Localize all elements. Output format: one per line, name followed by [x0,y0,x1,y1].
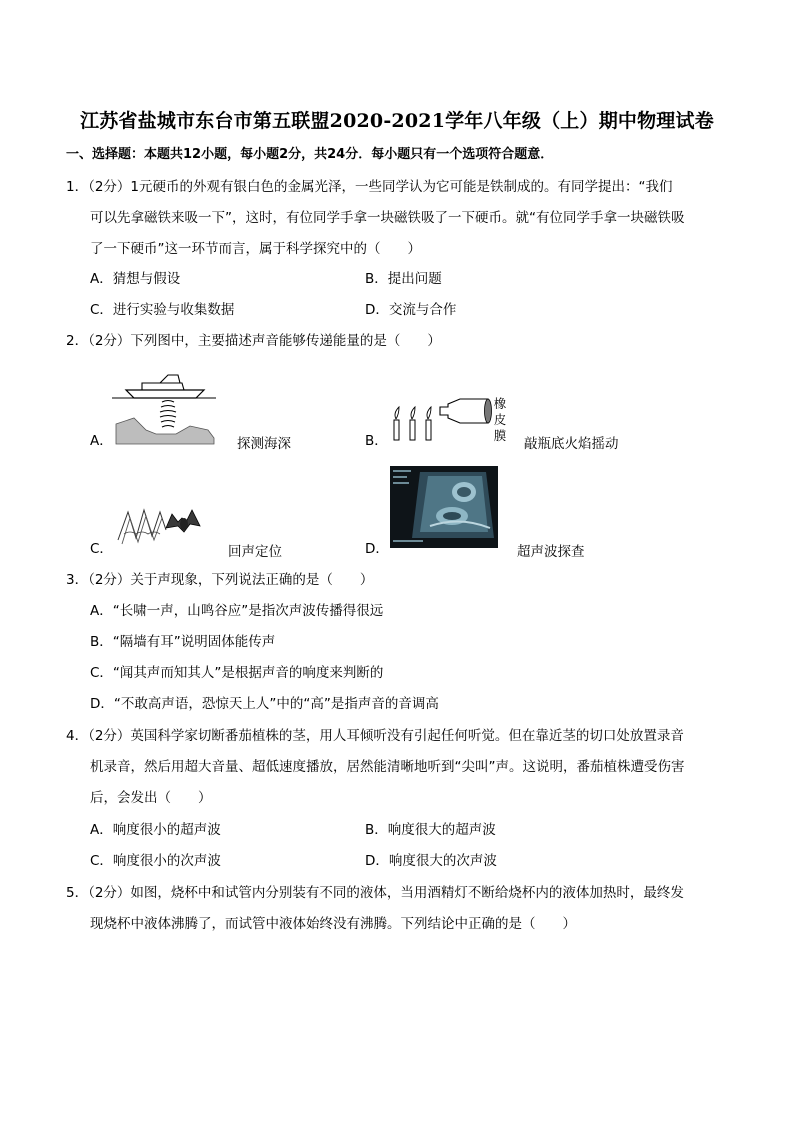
q2-option-b-caption: 敲瓶底火焰摇动 [524,436,619,452]
q2-option-c-caption: 回声定位 [228,544,282,560]
q1-option-c: C．进行实验与收集数据 [90,302,235,318]
rubber-membrane-char-3: 膜 [493,428,507,443]
section-heading: 一、选择题：本题共12小题，每小题2分，共24分．每小题只有一个选项符合题意． [66,147,554,162]
q4-option-c: C．响度很小的次声波 [90,853,221,869]
candle-bottle-figure [390,396,496,446]
q2-option-a-letter: A． [90,433,113,449]
q5-stem-line-2: 现烧杯中液体沸腾了，而试管中液体始终没有沸腾。下列结论中正确的是（ ） [90,916,576,932]
q3-option-c: C．“闻其声而知其人”是根据声音的响度来判断的 [90,665,384,681]
q3-option-b: B．“隔墙有耳”说明固体能传声 [90,634,276,650]
rubber-membrane-char-1: 橡 [493,396,507,411]
q3-option-a: A．“长啸一声，山鸣谷应”是指次声波传播得很远 [90,603,384,619]
q1-option-a: A．猜想与假设 [90,271,181,287]
q3-stem: 3．（2分）关于声现象，下列说法正确的是（ ） [66,572,374,588]
rubber-membrane-char-2: 皮 [493,412,507,427]
q1-stem-line-1: 1．（2分）1元硬币的外观有银白色的金属光泽，一些同学认为它可能是铁制成的。有同学提出：“我们 [66,179,673,195]
q2-option-c-letter: C． [90,541,113,557]
q2-option-b-letter: B． [365,433,388,449]
q4-stem-line-2: 机录音，然后用超大音量、超低速度播放，居然能清晰地听到“尖叫”声。这说明，番茄植株遭受伤害 [90,759,685,775]
bat-echolocation-figure [114,500,204,552]
q4-option-a: A．响度很小的超声波 [90,822,221,838]
q4-option-b: B．响度很大的超声波 [365,822,496,838]
ultrasound-scan-figure [390,466,498,548]
q1-option-d: D．交流与合作 [365,302,457,318]
q5-stem-line-1: 5．（2分）如图，烧杯中和试管内分别装有不同的液体，当用酒精灯不断给烧杯内的液体加热时，最终发 [66,885,684,901]
q2-stem: 2．（2分）下列图中，主要描述声音能够传递能量的是（ ） [66,333,441,349]
q2-option-d-letter: D． [365,541,389,557]
q4-stem-line-3: 后，会发出（ ） [90,790,212,806]
sonar-boat-figure [112,368,216,446]
q1-stem-line-3: 了一下硬币”这一环节而言，属于科学探究中的（ ） [90,241,421,257]
q2-option-d-caption: 超声波探查 [517,544,585,560]
q1-stem-line-2: 可以先拿磁铁来吸一下”，这时，有位同学手拿一块磁铁吸了一下硬币。就“有位同学手拿一块磁铁吸 [90,210,685,226]
q4-stem-line-1: 4．（2分）英国科学家切断番茄植株的茎，用人耳倾听没有引起任何听觉。但在靠近茎的切口处放置录音 [66,728,684,744]
q4-option-d: D．响度很大的次声波 [365,853,497,869]
q2-option-a-caption: 探测海深 [237,436,291,452]
exam-title: 江苏省盐城市东台市第五联盟2020-2021学年八年级（上）期中物理试卷 [80,110,714,132]
q1-option-b: B．提出问题 [365,271,442,287]
q3-option-d: D．“不敢高声语，恐惊天上人”中的“高”是指声音的音调高 [90,696,439,712]
